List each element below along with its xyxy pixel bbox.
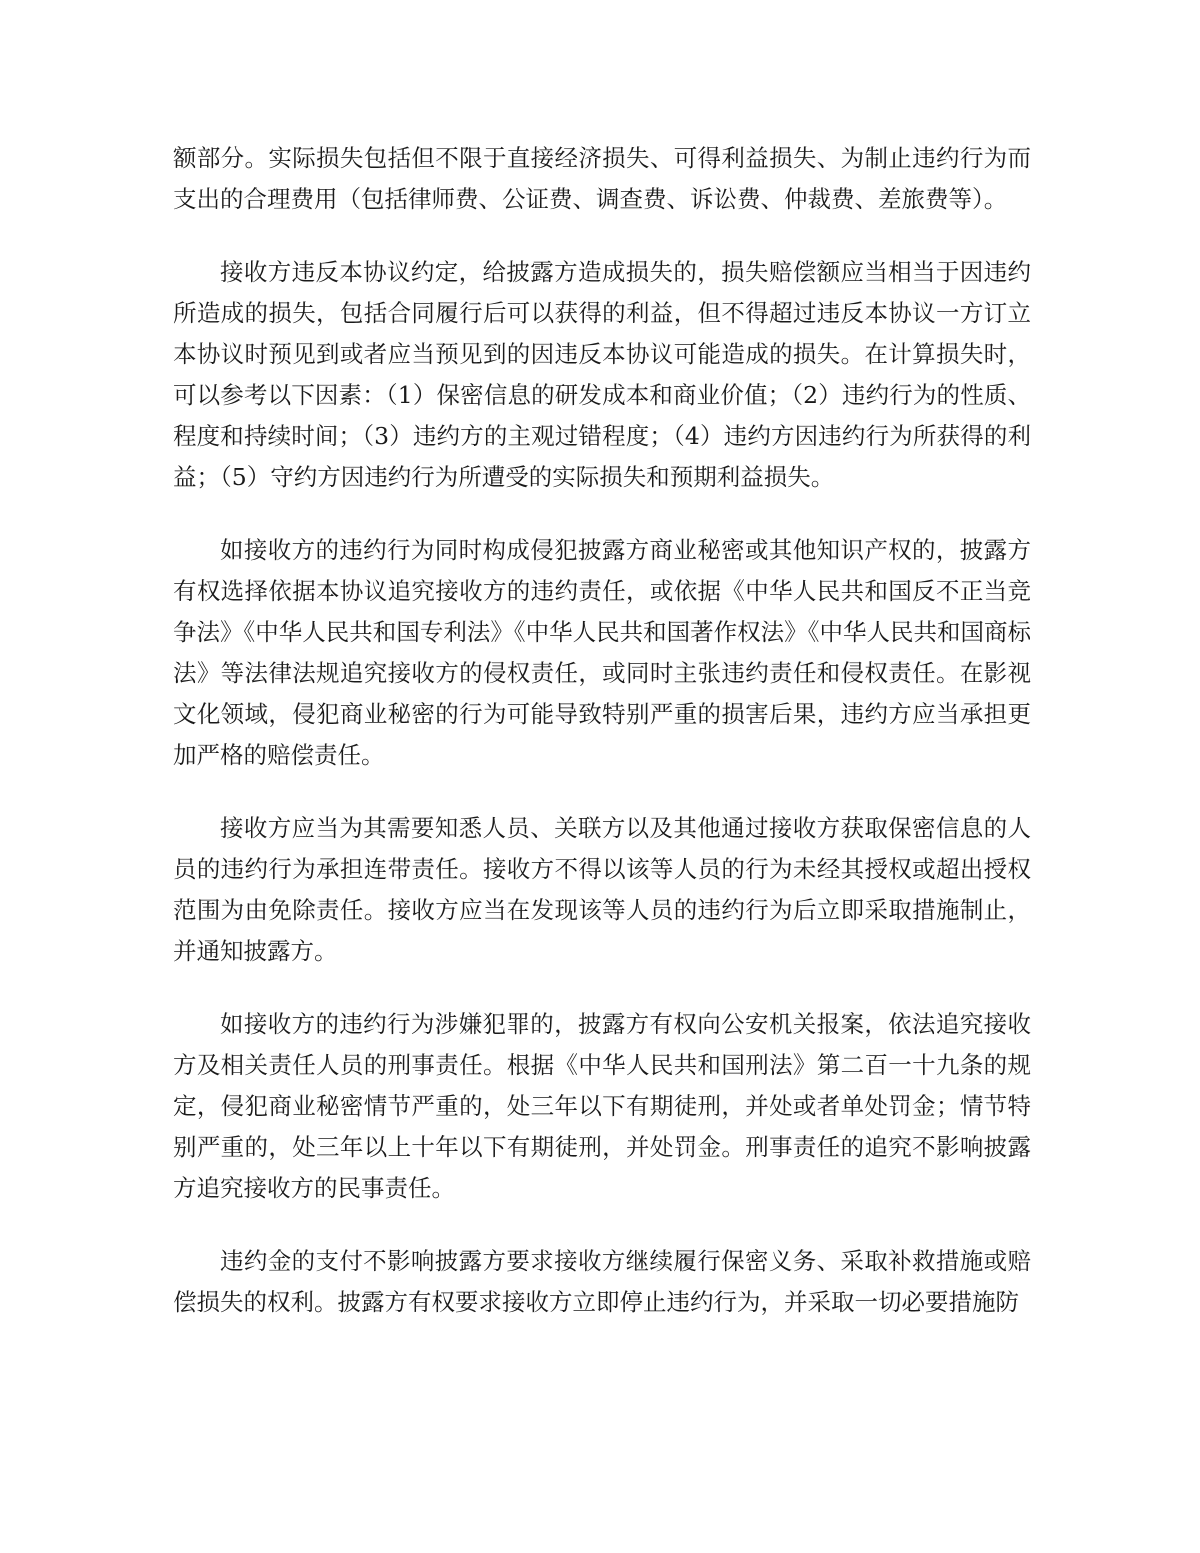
paragraph-criminal-liability: 如接收方的违约行为涉嫌犯罪的，披露方有权向公安机关报案，依法追究接收方及相关责任人员的刑事责任。根据《中华人民共和国刑法》第二百一十九条的规定，侵犯商业秘密情节严重的，处三年以下有期徒刑，并处或者单处罚金；情节特别严重的，处三年以上十年以下有期徒刑，并处罚金。刑事责任的追究不影响披露方追究接收方的民事责任。	[173, 1010, 1031, 1202]
paragraph-continued: 额部分。实际损失包括但不限于直接经济损失、可得利益损失、为制止违约行为而支出的合理费用（包括律师费、公证费、调查费、诉讼费、仲裁费、差旅费等）。	[173, 144, 1031, 213]
paragraph-ip-infringement: 如接收方的违约行为同时构成侵犯披露方商业秘密或其他知识产权的，披露方有权选择依据本协议追究接收方的违约责任，或依据《中华人民共和国反不正当竞争法》《中华人民共和国专利法》《中华人民共和国著作权法》《中华人民共和国商标法》等法律法规追究接收方的侵权责任，或同时主张违约责任和侵权责任。在影视文化领域，侵犯商业秘密的行为可能导致特别严重的损害后果，违约方应当承担更加严格的赔偿责任。	[173, 536, 1031, 769]
paragraph-joint-liability: 接收方应当为其需要知悉人员、关联方以及其他通过接收方获取保密信息的人员的违约行为承担连带责任。接收方不得以该等人员的行为未经其授权或超出授权范围为由免除责任。接收方应当在发现该等人员的违约行为后立即采取措施制止，并通知披露方。	[173, 814, 1031, 965]
paragraph-penalty-payment: 违约金的支付不影响披露方要求接收方继续履行保密义务、采取补救措施或赔偿损失的权利。披露方有权要求接收方立即停止违约行为，并采取一切必要措施防	[173, 1247, 1031, 1316]
paragraph-damages-calculation: 接收方违反本协议约定，给披露方造成损失的，损失赔偿额应当相当于因违约所造成的损失，包括合同履行后可以获得的利益，但不得超过违反本协议一方订立本协议时预见到或者应当预见到的因违反本协议可能造成的损失。在计算损失时，可以参考以下因素：（1）保密信息的研发成本和商业价值；（2）违约行为的性质、程度和持续时间；（3）违约方的主观过错程度；（4）违约方因违约行为所获得的利益；（5）守约方因违约行为所遭受的实际损失和预期利益损失。	[173, 258, 1031, 491]
document-body	[173, 138, 1031, 1323]
